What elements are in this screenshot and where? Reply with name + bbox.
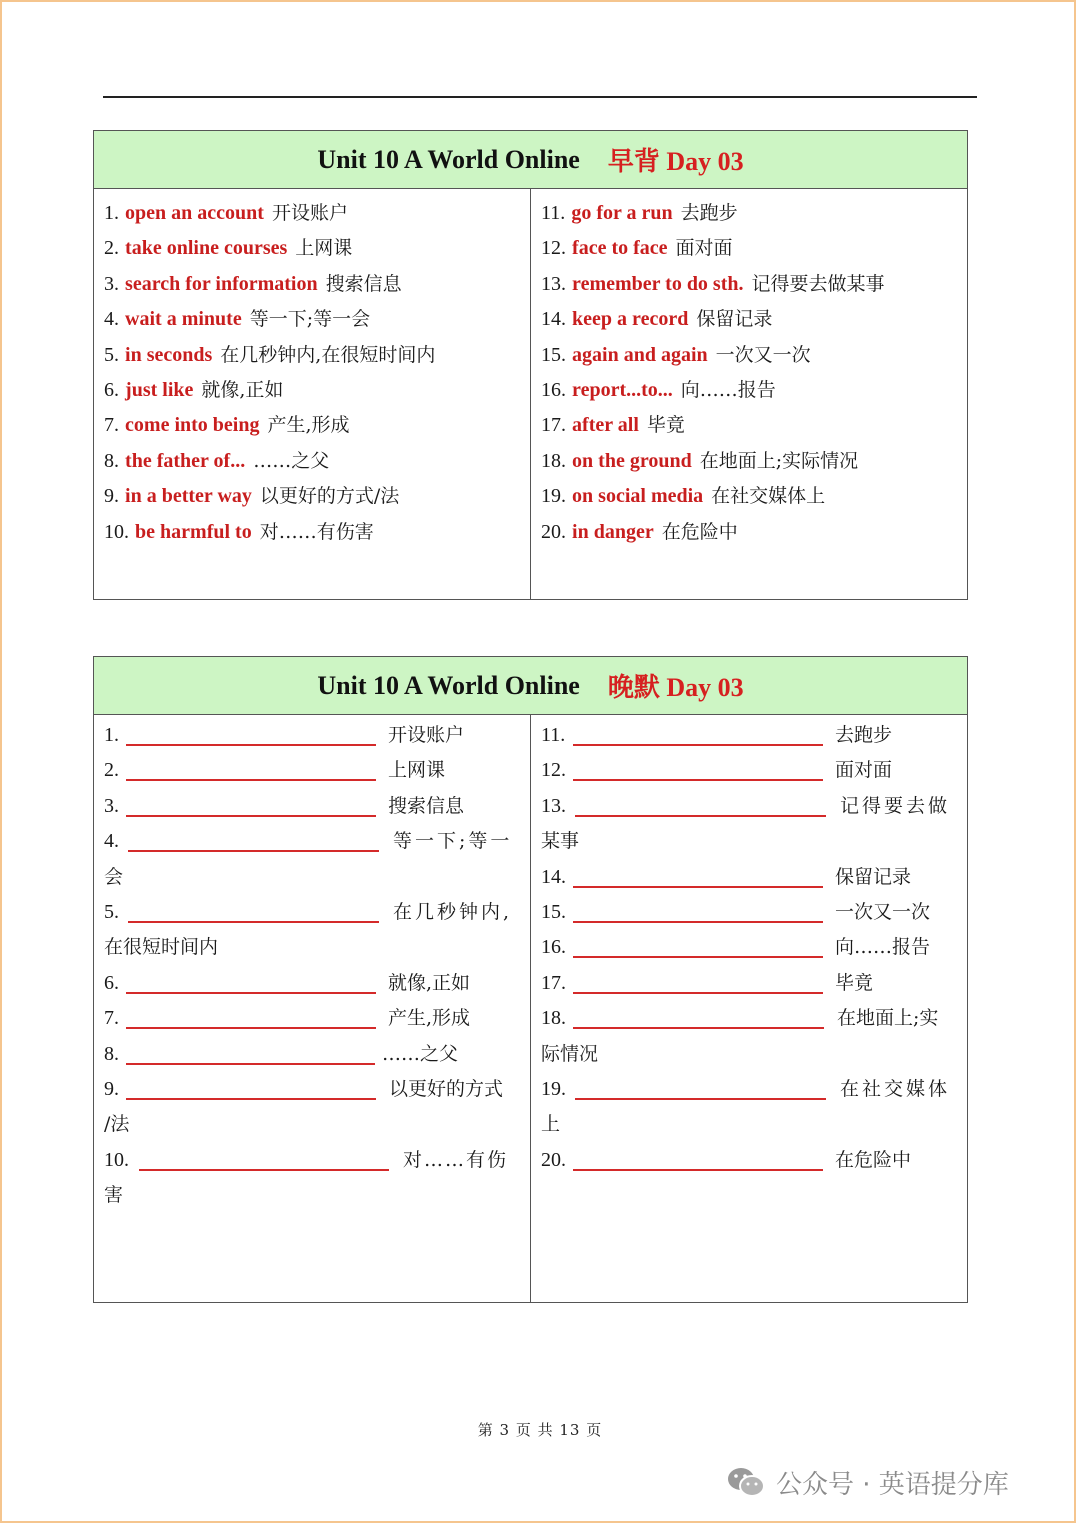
chinese-meaning: 等一下;等一 (393, 830, 513, 853)
answer-blank[interactable] (573, 992, 823, 994)
dictation-row-15 (541, 895, 959, 930)
chinese-meaning: 以更好的方式 (389, 1077, 504, 1100)
vocab-row (541, 196, 963, 231)
watermark (726, 1462, 1009, 1502)
item-number: 3. (104, 272, 119, 295)
dictation-row-5-wrap: 在很短时间内 (104, 936, 219, 959)
chinese-meaning: 在社交媒体上 (711, 485, 826, 508)
vocab-row (104, 231, 526, 266)
morning-table-header (94, 131, 967, 189)
evening-unit-title: Unit 10 A World Online (317, 670, 580, 700)
item-number: 15. (541, 343, 566, 366)
chinese-meaning: 保留记录 (835, 865, 912, 888)
english-phrase: wait a minute (125, 308, 242, 331)
item-number: 7. (104, 414, 119, 437)
vocab-row (104, 515, 526, 550)
evening-day-tag: 晚默 Day 03 (607, 673, 744, 702)
dictation-row-14 (541, 860, 959, 895)
item-number: 4. (104, 830, 119, 853)
dictation-row-5 (104, 895, 522, 930)
item-number: 8. (104, 449, 119, 472)
item-number: 9. (104, 1077, 119, 1100)
chinese-meaning: 在社交媒体 (840, 1077, 951, 1100)
chinese-meaning: 就像,正如 (388, 971, 471, 994)
chinese-meaning: 记得要去做某事 (751, 272, 885, 295)
item-number: 18. (541, 449, 566, 472)
chinese-meaning: 开设账户 (271, 202, 348, 224)
item-number: 5. (104, 343, 119, 366)
english-phrase: the father of... (125, 449, 246, 472)
english-phrase: in a better way (125, 485, 252, 508)
evening-dictation-table (93, 656, 968, 1303)
answer-blank[interactable] (126, 992, 376, 994)
dictation-row-1 (104, 718, 522, 753)
chinese-meaning: 一次又一次 (715, 343, 811, 366)
dictation-row-4-wrap: 会 (104, 865, 124, 888)
chinese-meaning: 在危险中 (661, 520, 738, 543)
vocab-row (541, 267, 963, 302)
answer-blank[interactable] (126, 744, 376, 746)
dictation-row-20 (541, 1143, 959, 1178)
item-number: 10. (104, 1148, 129, 1171)
item-number: 11. (541, 202, 566, 224)
english-phrase: just like (125, 378, 194, 401)
dictation-row-10-wrap: 害 (104, 1184, 124, 1207)
answer-blank[interactable] (573, 744, 823, 746)
english-phrase: open an account (125, 202, 264, 224)
item-number: 16. (541, 936, 566, 959)
dictation-row-10 (104, 1143, 522, 1178)
english-phrase: search for information (125, 272, 318, 295)
answer-blank[interactable] (139, 1169, 389, 1171)
item-number: 12. (541, 237, 566, 260)
dictation-row-11 (541, 718, 959, 753)
item-number: 2. (104, 759, 119, 782)
dictation-row-6 (104, 966, 522, 1001)
item-number: 1. (104, 724, 119, 746)
dictation-row-3 (104, 789, 522, 824)
chinese-meaning: 一次又一次 (835, 900, 931, 923)
chinese-meaning: 去跑步 (680, 202, 738, 224)
vocab-row (541, 302, 963, 337)
english-phrase: take online courses (125, 237, 288, 260)
english-phrase: remember to do sth. (572, 272, 744, 295)
item-number: 20. (541, 520, 566, 543)
chinese-meaning: 向……报告 (680, 378, 776, 401)
item-number: 17. (541, 971, 566, 994)
vocab-row (541, 373, 963, 408)
answer-blank[interactable] (126, 1027, 376, 1029)
answer-blank[interactable] (128, 921, 379, 923)
dictation-row-13-wrap: 某事 (541, 830, 580, 853)
dictation-row-19 (541, 1072, 959, 1107)
header-rule (103, 96, 977, 98)
answer-blank[interactable] (126, 815, 376, 817)
english-phrase: report...to... (572, 378, 673, 401)
chinese-meaning: 上网课 (295, 237, 353, 260)
wechat-icon (726, 1465, 766, 1499)
dictation-row-9 (104, 1072, 522, 1107)
morning-day-tag: 早背 Day 03 (607, 147, 744, 176)
morning-right-column (531, 189, 967, 599)
chinese-meaning: 去跑步 (835, 724, 893, 746)
chinese-meaning: 搜索信息 (325, 272, 402, 295)
english-phrase: again and again (572, 343, 708, 366)
item-number: 9. (104, 485, 119, 508)
chinese-meaning: 上网课 (388, 759, 446, 782)
dictation-row-18-wrap: 际情况 (541, 1042, 599, 1065)
chinese-meaning: 毕竟 (835, 971, 874, 994)
dictation-row-7 (104, 1001, 522, 1036)
chinese-meaning: 对……有伤 (403, 1148, 509, 1171)
dictation-row-13 (541, 789, 959, 824)
item-number: 2. (104, 237, 119, 260)
vocab-row (104, 196, 526, 231)
english-phrase: come into being (125, 414, 260, 437)
vocab-row (541, 479, 963, 514)
english-phrase: face to face (572, 237, 668, 260)
dictation-row-8 (104, 1037, 522, 1072)
vocab-row (541, 338, 963, 373)
chinese-meaning: 产生,形成 (388, 1007, 471, 1030)
vocab-row (541, 515, 963, 550)
english-phrase: go for a run (571, 202, 673, 224)
item-number: 8. (104, 1042, 119, 1065)
dictation-row-9-wrap: /法 (104, 1113, 130, 1136)
item-number: 20. (541, 1148, 566, 1171)
item-number: 17. (541, 414, 566, 437)
answer-blank[interactable] (573, 921, 823, 923)
answer-blank[interactable] (573, 956, 823, 958)
vocab-row (104, 302, 526, 337)
item-number: 6. (104, 971, 119, 994)
chinese-meaning: 在几秒钟内, (393, 900, 513, 923)
answer-blank[interactable] (126, 1063, 375, 1065)
english-phrase: keep a record (572, 308, 689, 331)
english-phrase: after all (572, 414, 639, 437)
dictation-row-17 (541, 966, 959, 1001)
item-number: 15. (541, 900, 566, 923)
chinese-meaning: 在地面上;实 (837, 1007, 939, 1030)
dictation-row-19-wrap: 上 (541, 1113, 561, 1136)
chinese-meaning: 在地面上;实际情况 (699, 449, 859, 472)
vocab-row (541, 231, 963, 266)
item-number: 14. (541, 308, 566, 331)
chinese-meaning: 产生,形成 (267, 414, 350, 437)
vocab-row (104, 408, 526, 443)
english-phrase: be harmful to (135, 520, 252, 543)
item-number: 11. (541, 724, 566, 746)
morning-vocab-table (93, 130, 968, 600)
page-number: 第 3 页 共 13 页 (477, 1421, 603, 1439)
answer-blank[interactable] (573, 779, 823, 781)
answer-blank[interactable] (128, 850, 379, 852)
vocab-row (104, 338, 526, 373)
answer-blank[interactable] (575, 1098, 826, 1100)
chinese-meaning: 面对面 (675, 237, 733, 260)
item-number: 13. (541, 794, 566, 817)
evening-table-header (94, 657, 967, 715)
answer-blank[interactable] (573, 1169, 823, 1171)
english-phrase: on the ground (572, 449, 692, 472)
english-phrase: in danger (572, 520, 654, 543)
chinese-meaning: 保留记录 (696, 308, 773, 331)
vocab-row (104, 267, 526, 302)
chinese-meaning: 就像,正如 (201, 378, 284, 401)
chinese-meaning: 开设账户 (388, 724, 465, 746)
item-number: 18. (541, 1007, 566, 1030)
vocab-row (104, 444, 526, 479)
chinese-meaning: 毕竟 (646, 414, 685, 437)
chinese-meaning: ……之父 (382, 1042, 459, 1065)
morning-unit-title: Unit 10 A World Online (317, 144, 580, 174)
chinese-meaning: 等一下;等一会 (249, 308, 371, 331)
item-number: 5. (104, 900, 119, 923)
dictation-row-4 (104, 824, 522, 859)
chinese-meaning: ……之父 (253, 449, 330, 472)
item-number: 6. (104, 378, 119, 401)
chinese-meaning: 记得要去做 (840, 794, 951, 817)
chinese-meaning: 在几秒钟内,在很短时间内 (220, 343, 436, 366)
vocab-row (104, 373, 526, 408)
item-number: 19. (541, 1077, 566, 1100)
answer-blank[interactable] (126, 1098, 376, 1100)
watermark-text: 公众号 · 英语提分库 (776, 1469, 1009, 1500)
chinese-meaning: 对……有伤害 (259, 520, 374, 543)
chinese-meaning: 在危险中 (835, 1148, 912, 1171)
dictation-row-2 (104, 753, 522, 788)
dictation-row-18 (541, 1001, 959, 1036)
item-number: 13. (541, 272, 566, 295)
chinese-meaning: 以更好的方式/法 (259, 485, 400, 508)
dictation-row-16 (541, 930, 959, 965)
answer-blank[interactable] (573, 1027, 824, 1029)
answer-blank[interactable] (126, 779, 376, 781)
item-number: 7. (104, 1007, 119, 1030)
item-number: 4. (104, 308, 119, 331)
item-number: 1. (104, 202, 119, 224)
chinese-meaning: 向……报告 (835, 936, 931, 959)
dictation-row-12 (541, 753, 959, 788)
answer-blank[interactable] (575, 815, 826, 817)
english-phrase: in seconds (125, 343, 213, 366)
morning-left-column (94, 189, 531, 599)
chinese-meaning: 搜索信息 (388, 794, 465, 817)
item-number: 12. (541, 759, 566, 782)
english-phrase: on social media (572, 485, 704, 508)
item-number: 16. (541, 378, 566, 401)
vocab-row (541, 408, 963, 443)
vocab-row (104, 479, 526, 514)
item-number: 3. (104, 794, 119, 817)
item-number: 19. (541, 485, 566, 508)
item-number: 14. (541, 865, 566, 888)
evening-left-column (94, 715, 531, 1302)
chinese-meaning: 面对面 (835, 759, 893, 782)
evening-right-column (531, 715, 967, 1302)
item-number: 10. (104, 520, 129, 543)
answer-blank[interactable] (573, 886, 823, 888)
vocab-row (541, 444, 963, 479)
